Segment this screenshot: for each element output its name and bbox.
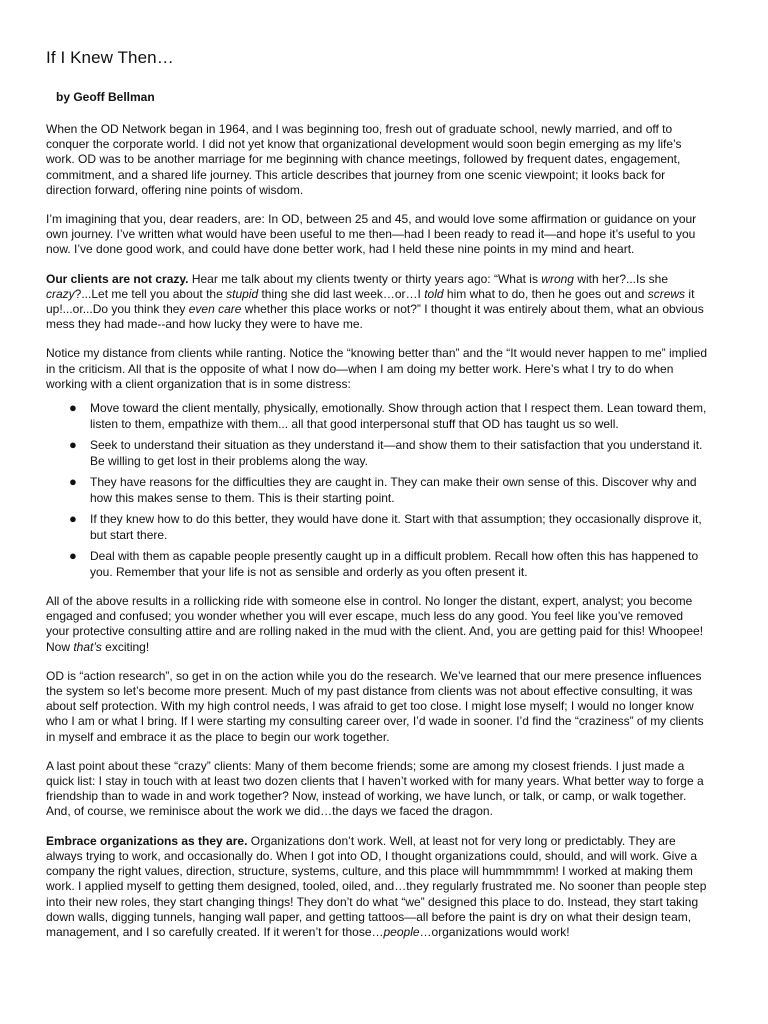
text-run: ?...Let me tell you about the bbox=[74, 286, 227, 301]
bullet-list bbox=[46, 400, 708, 580]
text-run: thing she did last week…or…I bbox=[258, 286, 425, 301]
text-run: with her?...Is she bbox=[573, 271, 669, 286]
bullet-icon: ● bbox=[69, 548, 77, 564]
list-item bbox=[69, 548, 708, 580]
section-1-paragraph-4: OD is “action research”, so get in on the action while you do the research. We’ve learned that our mere presence influences the system so let’s become more present. Much of my past distance from clients was not about effective consulting, it was about self protection. With my high control needs, I was afraid to get too close. I might lose myself; I would no longer know who I am or what I bring. If I were starting my consulting career over, I’d wade in sooner. I’d find the “craziness” of my clients in myself and embrace it as the place to begin our work together. bbox=[46, 668, 704, 744]
list-item bbox=[69, 511, 708, 543]
section-2-heading: Embrace organizations as they are. bbox=[46, 833, 248, 848]
list-item-text: Deal with them as capable people presently caught up in a difficult problem. Recall how often this has happened to you. Remember that your life is not as sensible and orderly as you often present it. bbox=[90, 549, 699, 580]
article-title: If I Knew Then… bbox=[46, 48, 174, 67]
emphasis-stupid: stupid bbox=[226, 286, 259, 301]
author-byline: by Geoff Bellman bbox=[56, 90, 155, 104]
section-1-paragraph-5: A last point about these “crazy” clients: Many of them become friends; some are among my closest friends. I just made a quick list: I stay in touch with at least two dozen clients that I haven’t worked with for many years. What better way to forge a friendship than to wade in and work together? Now, instead of working, we have lunch, or talk, or camp, or walk together. And, of course, we reminisce about the work we did…the days we faced the dragon. bbox=[46, 758, 704, 819]
bullet-icon: ● bbox=[69, 474, 77, 490]
bullet-icon: ● bbox=[69, 437, 77, 453]
list-item-text: Seek to understand their situation as they understand it—and show them to their satisfaction that you understand it. Be willing to get lost in their problems along the way. bbox=[90, 438, 703, 469]
text-run: Organizations don’t work. Well, at least not for very long or predictably. They are always trying to work, and occasionally do. When I got into OD, I thought organizations could, should, and will work. Give a company the right values, direction, structure, systems, culture, and this place will hummmmmm! I worked at making them work. I applied myself to getting them designed, tooled, oiled, and…they regularly frustrated me. No sooner than people step into their new roles, they start changing things! They don’t do what “we” designed this place to do. Instead, they start taking down walls, digging tunnels, hanging wall paper, and getting tattoos—all before the paint is dry on what their design team, management, and I so carefully created. If it weren’t for those… bbox=[46, 833, 707, 939]
list-item-text: Move toward the client mentally, physically, emotionally. Show through action that I respect them. Lean toward them, listen to them, empathize with them... all that good interpersonal stuff that OD has taught us so well. bbox=[90, 401, 707, 432]
emphasis-people: people bbox=[383, 924, 420, 939]
list-item-text: They have reasons for the difficulties they are caught in. They can make their own sense of this. Discover why and how this makes sense to them. This is their starting point. bbox=[90, 475, 697, 506]
section-1-heading: Our clients are not crazy. bbox=[46, 271, 189, 286]
section-1-paragraph-1 bbox=[46, 272, 708, 333]
emphasis-crazy: crazy bbox=[46, 286, 75, 301]
bullet-icon: ● bbox=[69, 511, 77, 527]
text-run: him what to do, then he goes out and bbox=[443, 286, 648, 301]
emphasis-even-care: even care bbox=[188, 302, 242, 317]
section-2-paragraph-1 bbox=[46, 834, 708, 940]
list-item bbox=[69, 400, 708, 432]
list-item-text: If they knew how to do this better, they would have done it. Start with that assumption; they occasionally disprove it, but start there. bbox=[90, 512, 702, 543]
emphasis-screws: screws bbox=[647, 286, 686, 301]
section-1-paragraph-3 bbox=[46, 594, 708, 655]
emphasis-thats: that’s bbox=[73, 639, 102, 654]
text-run: whether this place works or not?” I thought it was entirely about them, what an obvious mess they had made--and how lucky they were to have me. bbox=[46, 302, 704, 332]
intro-paragraph-1: When the OD Network began in 1964, and I was beginning too, fresh out of graduate school, newly married, and off to conquer the corporate world. I did not yet know that organizational development would soon begin emerging as my life’s work. OD was to be another marriage for me beginning with chance meetings, followed by frequent dates, engagement, commitment, and a shared life journey. This article describes that journey from one scenic viewpoint; it looks back for direction forward, offering nine points of wisdom. bbox=[46, 122, 682, 197]
section-1-paragraph-2: Notice my distance from clients while ranting. Notice the “knowing better than” and the “It would never happen to me” implied in the criticism. All that is the opposite of what I now do—when I am doing my better work. Here’s what I try to do when working with a client organization that is in some distress: bbox=[46, 346, 707, 391]
emphasis-wrong: wrong bbox=[541, 271, 574, 286]
list-item bbox=[69, 437, 708, 469]
text-run: All of the above results in a rollicking ride with someone else in control. No longer the distant, expert, analyst; you become engaged and confused; you wonder whether you will ever escape, much less do any good. You feel like you’ve removed your protective consulting attire and are rolling naked in the mud with the client. And, you are getting paid for this! Whoopee! Now bbox=[46, 594, 704, 654]
text-run: exciting! bbox=[101, 639, 150, 654]
intro-paragraph-2: I’m imagining that you, dear readers, are: In OD, between 25 and 45, and would love some affirmation or guidance on your own journey. I’ve written what would have been useful to me then—had I been ready to read it—and hope it’s useful to you now. I’ve done good work, and could have done better work, had I held these nine points in my mind and heart. bbox=[46, 212, 697, 257]
text-run: it up!...or...Do you think they bbox=[46, 286, 695, 317]
emphasis-told: told bbox=[424, 286, 444, 301]
text-run: Hear me talk about my clients twenty or thirty years ago: “What is bbox=[188, 271, 542, 286]
list-item bbox=[69, 474, 708, 506]
bullet-icon: ● bbox=[69, 400, 77, 416]
text-run: …organizations would work! bbox=[419, 924, 570, 939]
